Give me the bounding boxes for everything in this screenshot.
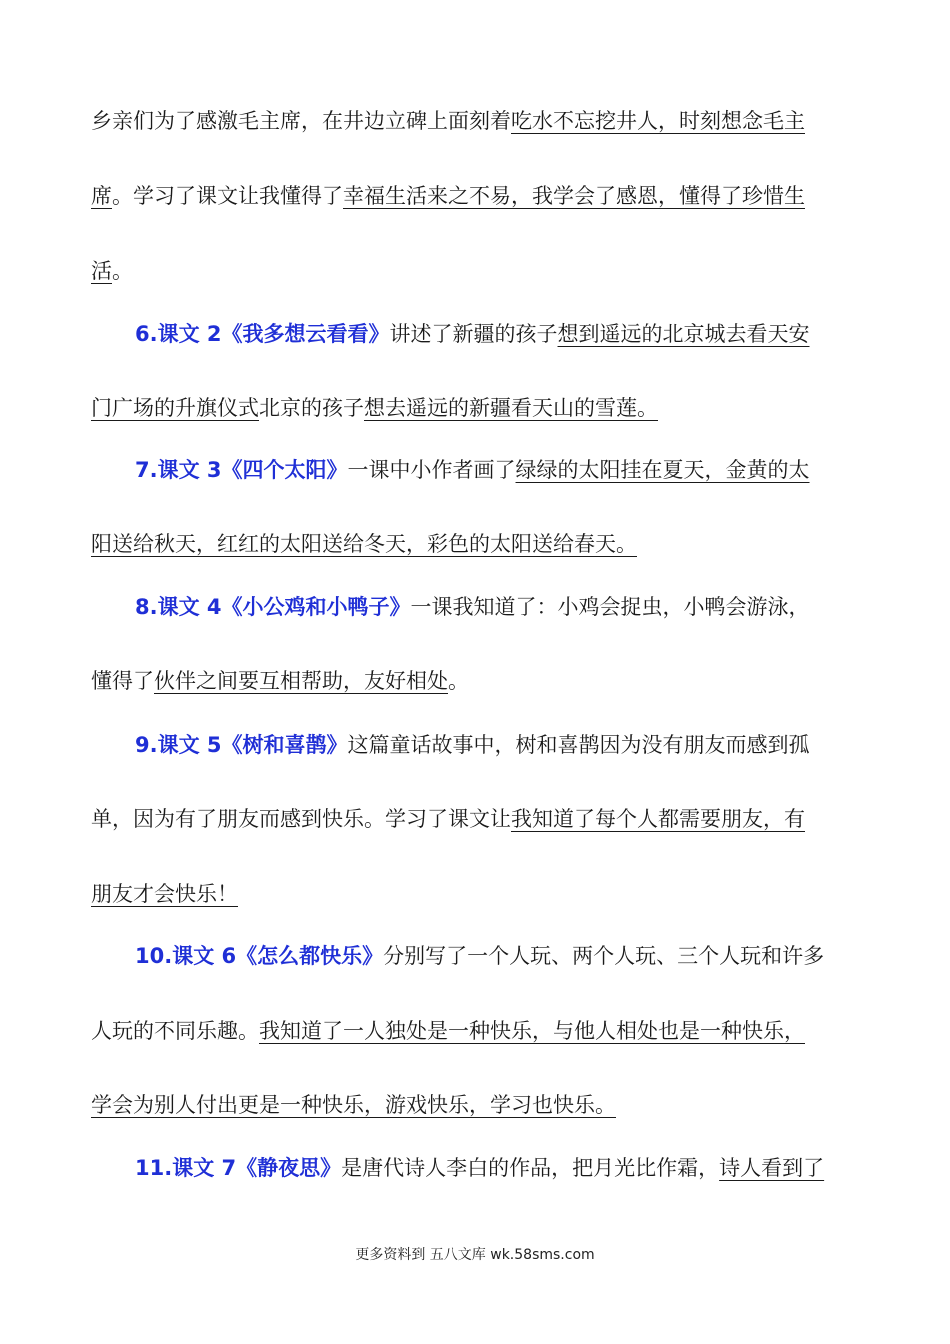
item-10-line-1: 10.课文 6《怎么都快乐》分别写了一个人玩、两个人玩、三个人玩和许多: [135, 944, 825, 968]
text-line-3: 活。: [91, 259, 133, 283]
item-9-heading: 9.课文 5《树和喜鹊》: [135, 733, 348, 757]
item-7-heading: 7.课文 3《四个太阳》: [135, 458, 348, 482]
item-8-line-2: 懂得了伙伴之间要互相帮助，友好相处。: [91, 669, 469, 693]
text-line-2: 席。学习了课文让我懂得了幸福生活来之不易，我学会了感恩，懂得了珍惜生: [91, 184, 805, 208]
item-10-line-2: 人玩的不同乐趣。我知道了一人独处是一种快乐，与他人相处也是一种快乐，: [91, 1019, 805, 1043]
text-line-1: 乡亲们为了感激毛主席，在井边立碑上面刻着吃水不忘挖井人，时刻想念毛主: [91, 109, 805, 133]
item-8-heading: 8.课文 4《小公鸡和小鸭子》: [135, 595, 411, 619]
item-11-heading: 11.课文 7《静夜思》: [135, 1156, 342, 1180]
item-7-line-2: 阳送给秋天，红红的太阳送给冬天，彩色的太阳送给春天。: [91, 532, 637, 556]
item-9-line-1: 9.课文 5《树和喜鹊》这篇童话故事中，树和喜鹊因为没有朋友而感到孤: [135, 733, 810, 757]
item-9-line-2: 单，因为有了朋友而感到快乐。学习了课文让我知道了每个人都需要朋友，有: [91, 807, 805, 831]
item-6-line-1: 6.课文 2《我多想云看看》讲述了新疆的孩子想到遥远的北京城去看天安: [135, 322, 810, 346]
item-6-heading: 6.课文 2《我多想云看看》: [135, 322, 390, 346]
item-6-line-2: 门广场的升旗仪式北京的孩子想去遥远的新疆看天山的雪莲。: [91, 396, 658, 420]
item-10-line-3: 学会为别人付出更是一种快乐，游戏快乐，学习也快乐。: [91, 1093, 616, 1117]
item-11-line-1: 11.课文 7《静夜思》是唐代诗人李白的作品，把月光比作霜，诗人看到了: [135, 1156, 825, 1180]
item-8-line-1: 8.课文 4《小公鸡和小鸭子》一课我知道了：小鸡会捉虫，小鸭会游泳，: [135, 595, 810, 619]
item-10-heading: 10.课文 6《怎么都快乐》: [135, 944, 384, 968]
item-9-line-3: 朋友才会快乐！: [91, 882, 238, 906]
item-7-line-1: 7.课文 3《四个太阳》一课中小作者画了绿绿的太阳挂在夏天，金黄的太: [135, 458, 810, 482]
page-footer: 更多资料到 五八文库 wk.58sms.com: [355, 1247, 595, 1263]
